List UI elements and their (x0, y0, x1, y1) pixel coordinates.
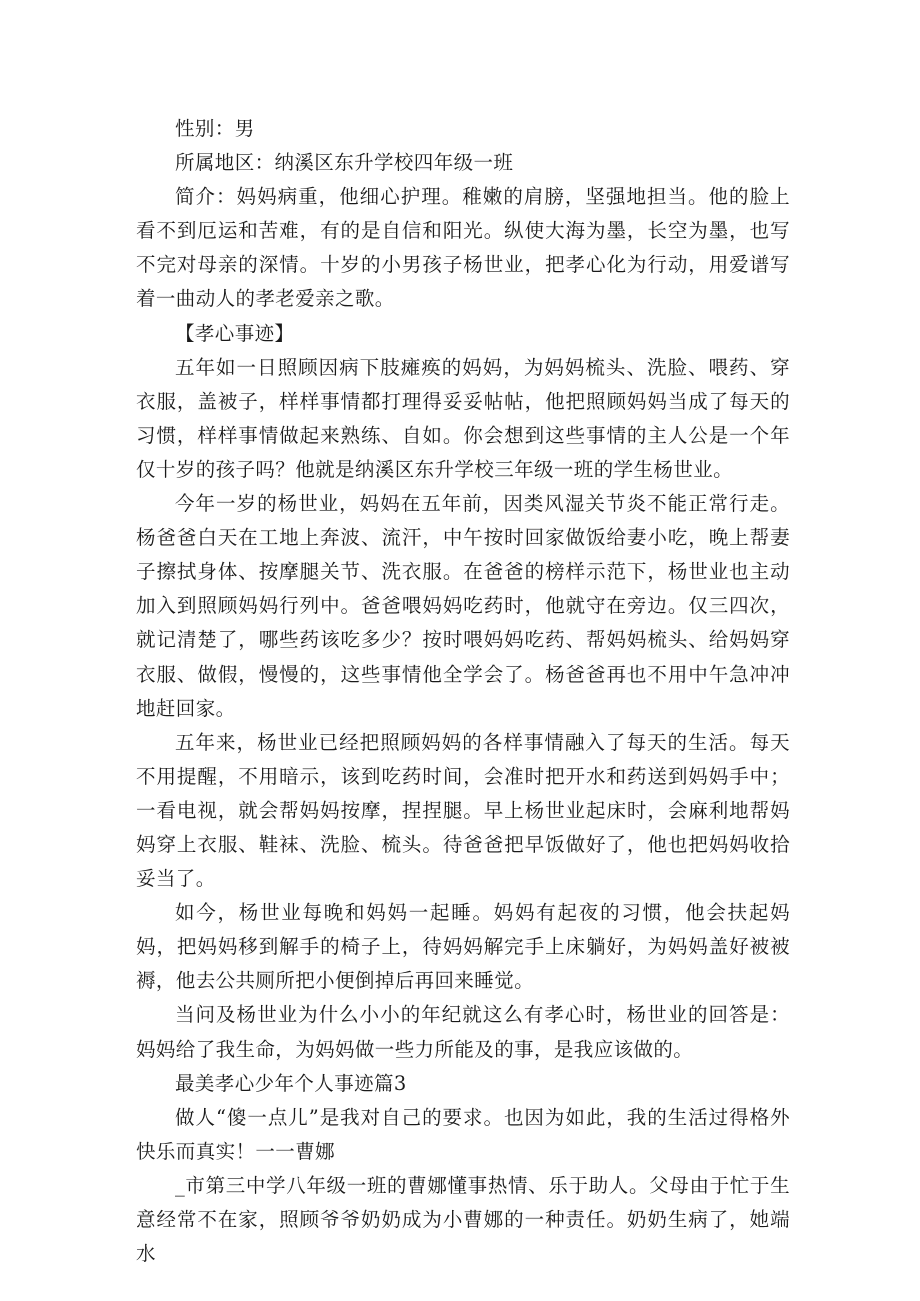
quote-paragraph: 做人“傻一点儿”是我对自己的要求。也因为如此，我的生活过得格外快乐而真实！一一曹娜 (136, 1105, 790, 1163)
story-paragraph-4: 如今，杨世业每晚和妈妈一起睡。妈妈有起夜的习惯，他会扶起妈妈，把妈妈移到解手的椅子上，待妈妈解完手上床躺好，为妈妈盖好被被褥，他去公共厕所把小便倒掉后再回来睡觉。 (136, 901, 790, 993)
story-paragraph-5: 当问及杨世业为什么小小的年纪就这么有孝心时，杨世业的回答是：妈妈给了我生命，为妈妈做一些力所能及的事，是我应该做的。 (136, 1003, 790, 1061)
section-heading: 【孝心事迹】 (175, 321, 295, 345)
region-line: 所属地区：纳溪区东升学校四年级一班 (175, 151, 514, 175)
story-paragraph-3: 五年来，杨世业已经把照顾妈妈的各样事情融入了每天的生活。每天不用提醒，不用暗示，该到吃药时间，会准时把开水和药送到妈妈手中；一看电视，就会帮妈妈按摩，捏捏腿。早上杨世业起床时，会麻利地帮妈妈穿上衣服、鞋袜、洗脸、梳头。待爸爸把早饭做好了，他也把妈妈收拾妥当了。 (136, 730, 790, 891)
article-title-3: 最美孝心少年个人事迹篇3 (175, 1071, 407, 1095)
story-paragraph-6: _市第三中学八年级一班的曹娜懂事热情、乐于助人。父母由于忙于生意经常不在家，照顾爷爷奶奶成为小曹娜的一种责任。奶奶生病了，她端水 (136, 1173, 790, 1266)
story-paragraph-2: 今年一岁的杨世业，妈妈在五年前，因类风湿关节炎不能正常行走。杨爸爸白天在工地上奔波、流汗，中午按时回家做饭给妻小吃，晚上帮妻子擦拭身体、按摩腿关节、洗衣服。在爸爸的榜样示范下，杨世业也主动加入到照顾妈妈行列中。爸爸喂妈妈吃药时，他就守在旁边。仅三四次，就记清楚了，哪些药该吃多少？按时喂妈妈吃药、帮妈妈梳头、给妈妈穿衣服、做假，慢慢的，这些事情他全学会了。杨爸爸再也不用中午急冲冲地赶回家。 (136, 492, 790, 720)
story-paragraph-1: 五年如一日照顾因病下肢瘫痪的妈妈，为妈妈梳头、洗脸、喂药、穿衣服，盖被子，样样事情都打理得妥妥帖帖，他把照顾妈妈当成了每天的习惯，样样事情做起来熟练、自如。你会想到这些事情的主人公是一个年仅十岁的孩子吗？他就是纳溪区东升学校三年级一班的学生杨世业。 (136, 355, 790, 481)
intro-paragraph: 简介：妈妈病重，他细心护理。稚嫩的肩膀，坚强地担当。他的脸上看不到厄运和苦难，有的是自信和阳光。纵使大海为墨，长空为墨，也写不完对母亲的深情。十岁的小男孩子杨世业，把孝心化为行动，用爱谱写着一曲动人的孝老爱亲之歌。 (136, 185, 790, 311)
gender-line: 性别：男 (175, 117, 255, 140)
document-body (136, 112, 790, 1271)
